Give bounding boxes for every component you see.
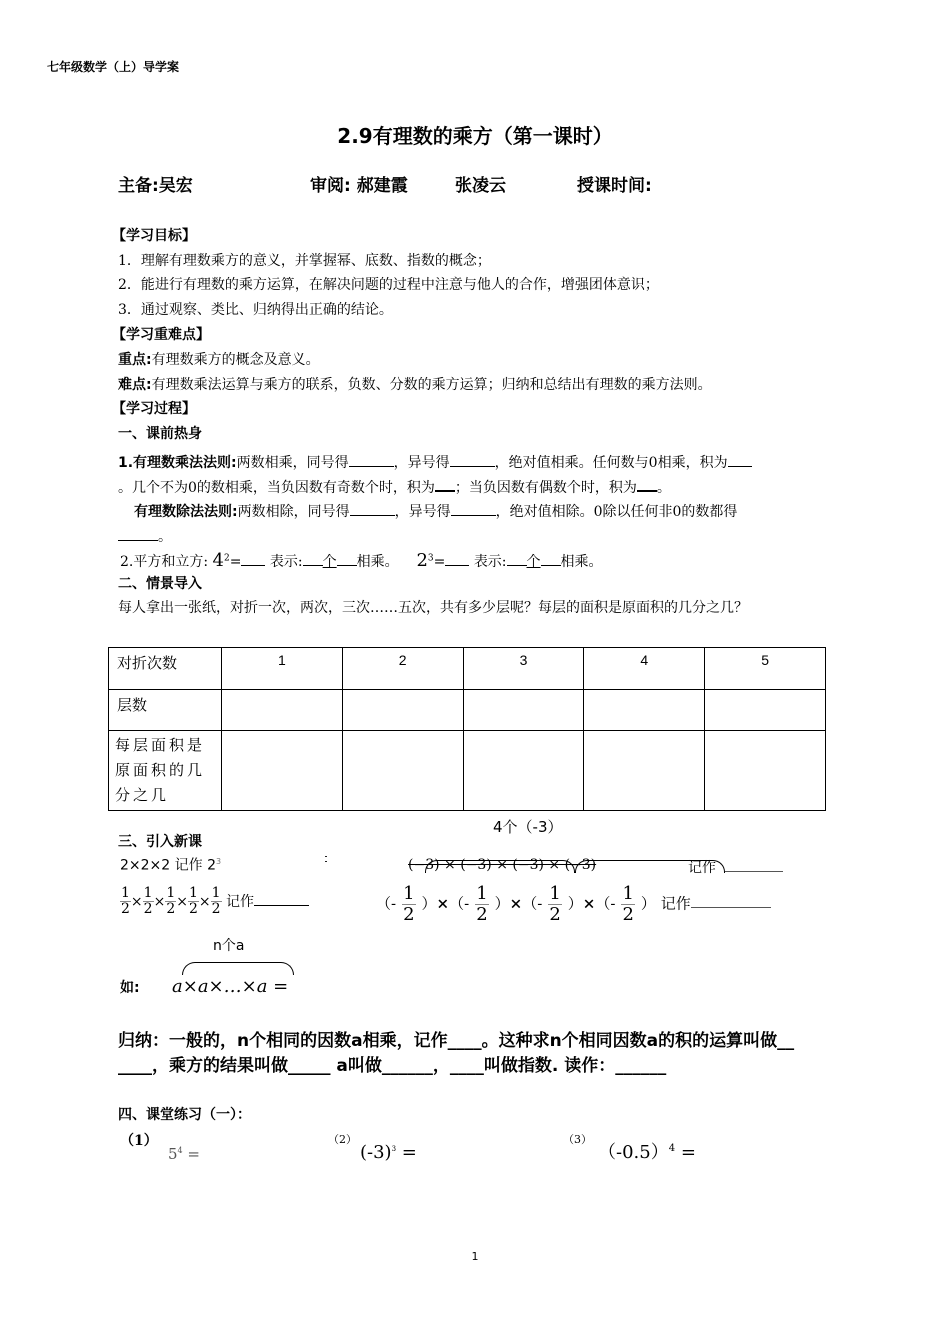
text: 2.平方和立方: xyxy=(120,554,209,570)
n-brace xyxy=(182,962,294,975)
cell[interactable] xyxy=(342,690,463,731)
page-title: 2.9有理数的乘方（第一课时） xyxy=(337,124,613,148)
numerator: 1 xyxy=(549,883,561,904)
objectives-heading: 【学习目标】 xyxy=(112,228,196,244)
practice-heading: 四、课堂练习（一）： xyxy=(118,1107,251,1123)
summary-line-1: 归纳：一般的，n个相同的因数a相乘，记作____。这种求n个相同因数a的积的运算叫做__ xyxy=(118,1031,795,1051)
cell[interactable] xyxy=(705,690,826,731)
numerator: 1 xyxy=(476,883,488,904)
cell[interactable] xyxy=(584,731,705,811)
denominator: 2 xyxy=(121,901,130,918)
blank[interactable] xyxy=(725,857,783,872)
header-cell: 1 xyxy=(222,648,343,690)
text: ） xyxy=(640,894,656,913)
header-cell: 5 xyxy=(705,648,826,690)
blank[interactable] xyxy=(450,452,495,467)
fraction xyxy=(165,886,176,918)
text: （- xyxy=(595,894,616,913)
process-heading: 【学习过程】 xyxy=(112,401,196,417)
text: 记作 xyxy=(660,894,691,913)
text: 。 xyxy=(158,529,172,545)
reviewer-2: 张凌云 xyxy=(455,176,506,196)
text: ） xyxy=(567,894,583,913)
numerator: 1 xyxy=(622,883,634,904)
fraction xyxy=(475,884,488,925)
text: 。几个不为0的数相乘，当负因数有奇数个时，积为 xyxy=(118,480,435,496)
blank[interactable] xyxy=(303,551,323,566)
text: 记作 xyxy=(688,860,716,876)
brace-left xyxy=(425,860,575,873)
times: × xyxy=(153,893,166,910)
text: ；当负因数有偶数个时，积为 xyxy=(454,480,637,496)
diff-text: 有理数乘法运算与乘方的联系，负数、分数的乘方运算；归纳和总结出有理数的乘方法则。 xyxy=(151,377,712,393)
half-product xyxy=(120,886,309,918)
ru-label: 如: xyxy=(120,980,140,996)
text: 。 xyxy=(656,480,671,496)
blank[interactable] xyxy=(350,501,395,516)
fraction xyxy=(188,886,199,918)
cell[interactable] xyxy=(463,690,584,731)
text: ） xyxy=(421,894,437,913)
practice-expr xyxy=(360,1142,417,1164)
n-label: n个a xyxy=(213,938,245,954)
blank[interactable] xyxy=(637,476,657,492)
header-cell: 对折次数 xyxy=(109,648,222,690)
warmup-heading: 一、课前热身 xyxy=(118,426,202,442)
objective-item: 3．通过观察、类比、归纳得出正确的结论。 xyxy=(118,302,393,318)
numerator: 1 xyxy=(403,883,415,904)
fold-table xyxy=(108,647,826,811)
text: 两数相乘，同号得 xyxy=(236,455,349,471)
header-cell: 2 xyxy=(342,648,463,690)
text: ，绝对值相乘。任何数与0相乘，积为 xyxy=(494,455,728,471)
base: 4 xyxy=(212,550,224,571)
text: 2×2×2 记作 2 xyxy=(120,857,216,874)
blank[interactable] xyxy=(118,526,158,541)
reviewer: 审阅: 郝建霞 xyxy=(310,176,408,196)
denominator: 2 xyxy=(403,903,415,925)
denominator: 2 xyxy=(211,901,221,918)
fraction xyxy=(402,884,415,925)
diff-label: 难点: xyxy=(118,377,152,393)
blank[interactable] xyxy=(241,551,265,566)
practice-num: （3） xyxy=(563,1133,592,1146)
base: 2 xyxy=(416,550,428,571)
exp: 2 xyxy=(223,553,230,564)
text: （- xyxy=(449,894,470,913)
text: ，异号得 xyxy=(394,504,451,520)
lesson-time: 授课时间: xyxy=(577,176,652,196)
numerator: 1 xyxy=(188,885,198,901)
square-cube xyxy=(120,550,603,572)
text: ，异号得 xyxy=(393,455,450,471)
exp: 4 xyxy=(177,1146,183,1155)
denominator: 2 xyxy=(143,901,153,918)
text: = xyxy=(433,554,446,570)
blank[interactable] xyxy=(728,452,752,467)
mult-rule xyxy=(118,452,752,472)
scenario-heading: 二、情景导入 xyxy=(118,576,202,592)
a-expression: a×a×…×a = xyxy=(172,976,289,997)
cell[interactable] xyxy=(342,731,463,811)
times: × xyxy=(436,894,450,913)
ex1 xyxy=(120,857,221,874)
text: 记作 xyxy=(226,893,254,910)
blank[interactable] xyxy=(254,891,309,906)
div-label: 有理数除法法则: xyxy=(134,504,238,520)
base: 5 xyxy=(168,1145,178,1163)
blank[interactable] xyxy=(337,551,357,566)
exp: 3 xyxy=(427,553,434,564)
div-rule xyxy=(134,501,737,521)
cell[interactable] xyxy=(463,731,584,811)
exp: 4 xyxy=(668,1143,676,1154)
cell[interactable] xyxy=(705,731,826,811)
fraction xyxy=(211,886,222,918)
page-number: 1 xyxy=(471,1250,479,1263)
denominator: 2 xyxy=(166,901,176,918)
mult-rule-2 xyxy=(118,476,671,497)
fraction xyxy=(621,884,634,925)
num: （1） xyxy=(120,1133,158,1149)
denominator: 2 xyxy=(549,903,561,925)
base: (-3) xyxy=(360,1142,392,1163)
objective-item: 1．理解有理数乘方的意义，并掌握幂、底数、指数的概念； xyxy=(118,253,491,269)
blank[interactable] xyxy=(691,892,771,908)
exp: 3 xyxy=(391,1145,397,1153)
cell[interactable] xyxy=(222,690,343,731)
numerator: 1 xyxy=(143,885,153,901)
cell[interactable] xyxy=(222,731,343,811)
header-cell: 4 xyxy=(584,648,705,690)
text: （- xyxy=(376,894,397,913)
text: 个 xyxy=(526,554,541,570)
denominator: 2 xyxy=(188,901,198,918)
fraction xyxy=(143,886,154,918)
row-label: 每层面积是原面积的几分之几 xyxy=(109,731,222,811)
times: × xyxy=(509,894,523,913)
practice-expr xyxy=(168,1145,200,1163)
text: 个 xyxy=(322,554,337,570)
blank[interactable] xyxy=(451,501,496,516)
neg3-product: (−3) × (−3) × (−3) × (−3) xyxy=(408,857,597,873)
difficulty xyxy=(118,377,712,394)
text: 相乘。 xyxy=(560,554,603,570)
summary-line-2: ____，乘方的结果叫做_____ a叫做______，____叫做指数. 读作：______ xyxy=(118,1056,667,1076)
cell[interactable] xyxy=(584,690,705,731)
text: = xyxy=(675,1142,696,1163)
blank[interactable] xyxy=(541,551,561,566)
key-points-heading: 【学习重难点】 xyxy=(112,327,210,343)
key-point xyxy=(118,352,320,369)
blank[interactable] xyxy=(435,476,455,492)
denominator: 2 xyxy=(622,903,634,925)
text: ） xyxy=(494,894,510,913)
text: = xyxy=(229,554,242,570)
text: ，绝对值相除。0除以任何非0的数都得 xyxy=(495,504,738,520)
key-text: 有理数乘方的概念及意义。 xyxy=(151,352,320,368)
times: × xyxy=(582,894,596,913)
blank[interactable] xyxy=(445,551,469,566)
times: × xyxy=(130,893,143,910)
text: （- xyxy=(522,894,543,913)
scenario-text: 每人拿出一张纸，对折一次，两次，三次……五次，共有多少层呢？每层的面积是原面积的几分之几？ xyxy=(118,600,748,616)
mult-label: 1.有理数乘法法则: xyxy=(118,455,237,471)
numerator: 1 xyxy=(166,885,176,901)
numerator: 1 xyxy=(121,885,130,901)
row-label: 层数 xyxy=(109,690,222,731)
practice-item xyxy=(120,1133,158,1150)
fraction xyxy=(120,886,131,918)
text: 表示: xyxy=(269,554,303,570)
blank[interactable] xyxy=(349,452,394,467)
times: × xyxy=(198,893,211,910)
text: 相乘。 xyxy=(356,554,399,570)
neg-half-product xyxy=(376,884,771,925)
div-rule-end xyxy=(118,526,172,546)
practice-expr xyxy=(598,1142,696,1164)
base: （-0.5） xyxy=(598,1142,669,1163)
fraction xyxy=(548,884,561,925)
key-label: 重点: xyxy=(118,352,152,368)
denominator: 2 xyxy=(476,903,488,925)
text: = xyxy=(396,1142,417,1163)
blank[interactable] xyxy=(507,551,527,566)
author: 主备:吴宏 xyxy=(118,176,193,196)
new-lesson-heading: 三、引入新课 xyxy=(118,834,202,850)
text: = xyxy=(182,1145,200,1163)
times: × xyxy=(176,893,188,910)
exp: 3 xyxy=(216,857,222,866)
brace-label: 4个（-3） xyxy=(493,818,563,836)
numerator: 1 xyxy=(211,885,221,901)
header-cell: 3 xyxy=(463,648,584,690)
text: 两数相除，同号得 xyxy=(237,504,350,520)
text: 表示: xyxy=(473,554,507,570)
doc-header: 七年级数学（上）导学案 xyxy=(47,60,180,74)
practice-num: （2） xyxy=(328,1133,357,1146)
ex2-jizuo xyxy=(688,857,783,877)
objective-item: 2．能进行有理数的乘方运算，在解决问题的过程中注意与他人的合作，增强团体意识； xyxy=(118,277,659,293)
